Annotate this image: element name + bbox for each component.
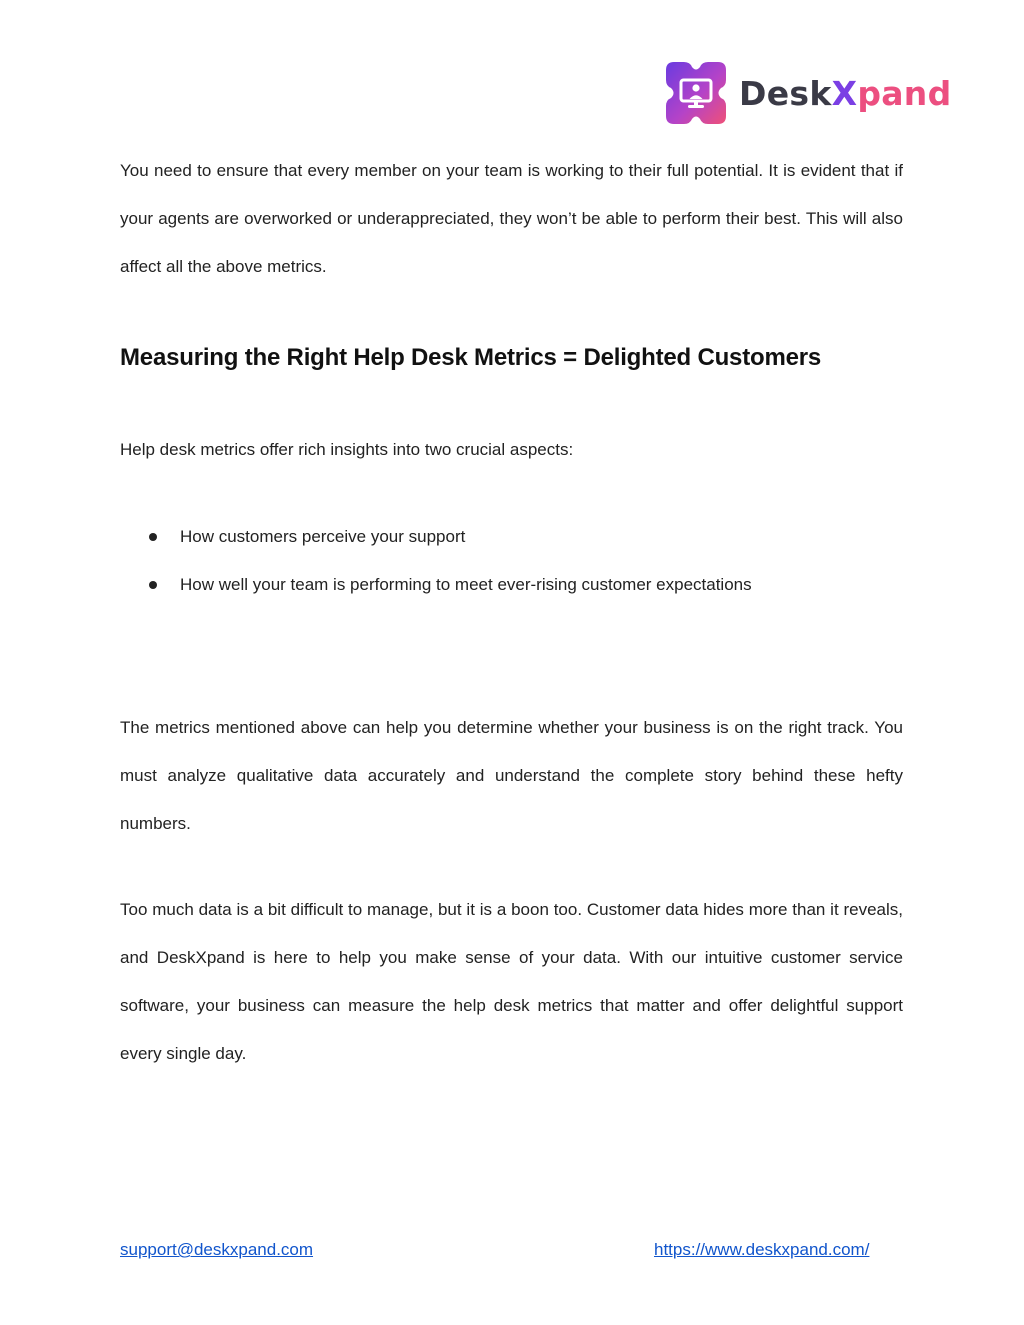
logo-wordmark [739, 73, 952, 113]
aspects-list [120, 513, 752, 609]
bullet-icon [149, 581, 157, 589]
list-item-text: How customers perceive your support [180, 527, 466, 546]
website-link[interactable]: https://www.deskxpand.com/ [654, 1240, 870, 1259]
metrics-paragraph: The metrics mentioned above can help you determine whether your business is on the right track. You must analyze qualitative data accurately and understand the complete story behind these hefty numbers. [120, 718, 903, 833]
support-email-link[interactable]: support@deskxpand.com [120, 1240, 314, 1259]
data-paragraph: Too much data is a bit difficult to manage, but it is a boon too. Customer data hides more than it reveals, and DeskXpand is here to help you make sense of your data. With our intuitive customer service software, your business can measure the help desk metrics that matter and offer delightful support every single day. [120, 900, 903, 1063]
intro-paragraph: You need to ensure that every member on your team is working to their full potential. It is evident that if your agents are overworked or underappreciated, they won’t be able to perform their best. This will also affect all the above metrics. [120, 161, 903, 276]
aspects-intro: Help desk metrics offer rich insights into two crucial aspects: [120, 440, 574, 459]
list-item-text: How well your team is performing to meet ever-rising customer expectations [180, 575, 752, 594]
bullet-icon [149, 533, 157, 541]
logo-text-pand: pand [857, 73, 952, 113]
logo-text-x: X [831, 73, 858, 113]
logo-text-desk: Desk [739, 73, 832, 113]
list-item [120, 561, 752, 609]
deskxpand-logo [664, 60, 952, 126]
list-item [120, 513, 752, 561]
monitor-person-icon [664, 60, 728, 126]
section-heading: Measuring the Right Help Desk Metrics = Delighted Customers [120, 344, 822, 371]
